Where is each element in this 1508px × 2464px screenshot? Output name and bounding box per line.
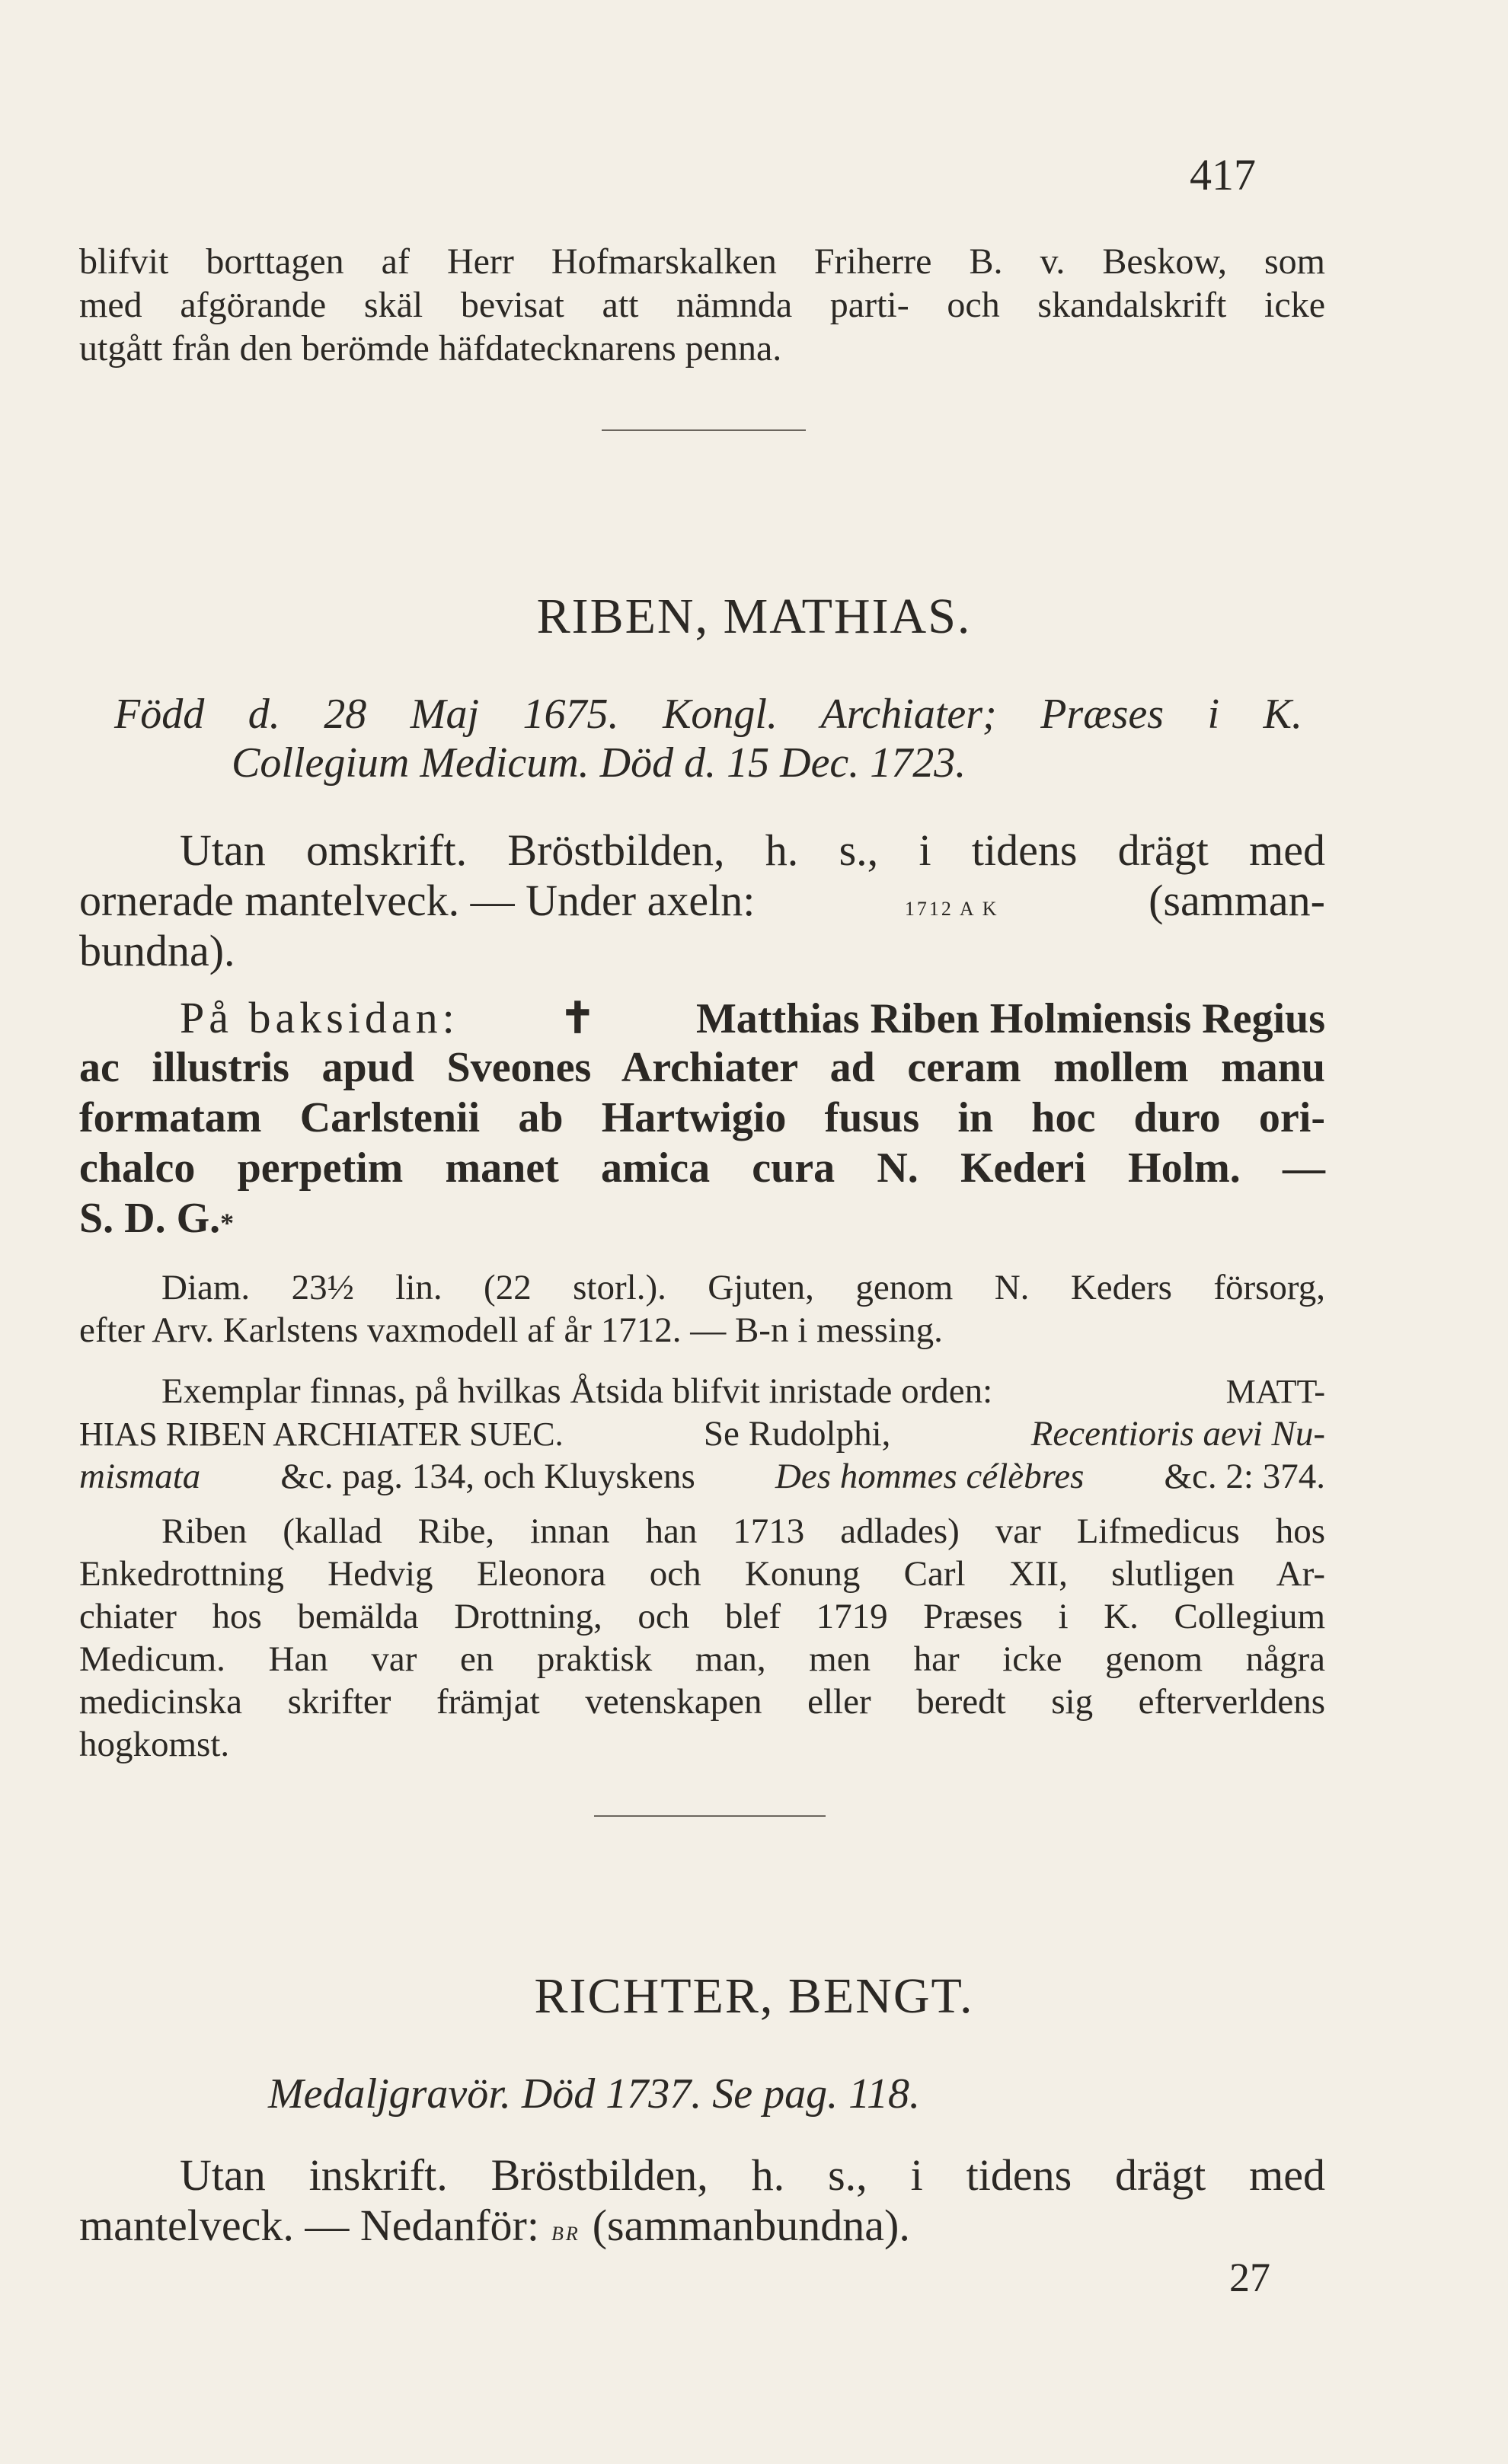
exemplar-ref-title-1: Recentioris aevi Nu- [1030,1414,1325,1454]
riben-heading: RIBEN, MATHIAS. [536,589,972,644]
riben-obverse-text: ornerade mantelveck. — Under axeln: [79,876,756,925]
riben-subtitle-1: Född d. 28 Maj 1675. Kongl. Archiater; Præses i K. [114,691,1302,738]
reverse-sdg: S. D. G. [79,1195,221,1242]
riben-exemplar-line-3 [79,1456,1325,1497]
riben-reverse-line-3: formatam Carlstenii ab Hartwigio fusus in hoc duro ori- [79,1094,1325,1141]
section-divider [602,429,806,431]
riben-obverse-line-1: Utan omskrift. Bröstbilden, h. s., i tidens drägt med [180,825,1325,875]
riben-bio-line-6: hogkomst. [79,1725,230,1764]
intro-line-2: med afgörande skäl bevisat att nämnda parti- och skandalskrift icke [79,285,1325,325]
richter-obverse-line-1: Utan inskrift. Bröstbilden, h. s., i tidens drägt med [180,2150,1325,2200]
exemplar-ref-1: Se Rudolphi, [703,1414,891,1454]
exemplar-text: Exemplar finnas, på hvilkas Åtsida blifvit inristade orden: [161,1371,993,1411]
reverse-inscription-1: Matthias Riben Holmiensis Regius [695,995,1325,1042]
signature-mark: 27 [1229,2255,1270,2300]
riben-reverse-line-5 [79,1194,1325,1243]
exemplar-ref-title-1-end: mismata [79,1457,201,1496]
riben-bio-line-3: chiater hos bemälda Drottning, och blef 1719 Præses i K. Collegium [79,1597,1325,1636]
riben-bio-line-5: medicinska skrifter främjat vetenskapen eller beredt sig efterverldens [79,1682,1325,1722]
exemplar-sc-2: HIAS RIBEN ARCHIATER SUEC. [79,1416,564,1453]
riben-exemplar-line-2 [79,1413,1325,1454]
riben-reverse-line-1 [180,993,1325,1044]
intro-line-1: blifvit borttagen af Herr Hofmarskalken Friherre B. v. Beskow, som [79,241,1325,282]
riben-bio-line-2: Enkedrottning Hedvig Eleonora och Konung Carl XII, slutligen Ar- [79,1554,1325,1594]
cross-icon: ✝ [559,995,596,1042]
reverse-intro: På baksidan: [180,993,459,1042]
richter-subtitle: Medaljgravör. Död 1737. Se pag. 118. [268,2070,920,2118]
riben-subtitle-2: Collegium Medicum. Död d. 15 Dec. 1723. [232,739,966,787]
riben-bio-line-1: Riben (kallad Ribe, innan han 1713 adlades) var Lifmedicus hos [161,1511,1325,1551]
richter-monogram-br: BR [551,2223,580,2245]
riben-reverse-line-2: ac illustris apud Sveones Archiater ad ceram mollem manu [79,1044,1325,1091]
richter-obverse-text: mantelveck. — Nedanför: [79,2201,539,2250]
riben-exemplar-line-1 [161,1371,1325,1412]
exemplar-ref-title-2: Des hommes célèbres [775,1457,1085,1496]
riben-diam-line-2: efter Arv. Karlstens vaxmodell af år 1712. — B-n i messing. [79,1310,943,1350]
riben-diam-line-1: Diam. 23½ lin. (22 storl.). Gjuten, genom N. Keders försorg, [161,1268,1325,1307]
intro-line-3: utgått från den berömde häfdatecknarens penna. [79,328,782,369]
riben-reverse-line-4: chalco perpetim manet amica cura N. Kederi Holm. — [79,1144,1325,1192]
richter-heading: RICHTER, BENGT. [534,1968,974,2024]
exemplar-ref-2-end: &c. 2: 374. [1164,1457,1325,1496]
richter-obverse-line-2 [79,2201,1325,2259]
riben-monogram-1712-ak: 1712 A K [904,898,999,920]
riben-obverse-text-end: (samman- [1149,876,1325,925]
riben-obverse-line-3: bundna). [79,926,235,975]
section-divider-2 [594,1815,826,1817]
riben-bio-line-4: Medicum. Han var en praktisk man, men har icke genom några [79,1639,1325,1679]
exemplar-ref-2: &c. pag. 134, och Kluyskens [280,1457,695,1496]
richter-obverse-text-end: (sammanbundna). [592,2201,910,2250]
exemplar-sc-1: MATT- [1225,1373,1325,1410]
star-icon: * [220,1208,235,1238]
page-number: 417 [1190,150,1256,199]
